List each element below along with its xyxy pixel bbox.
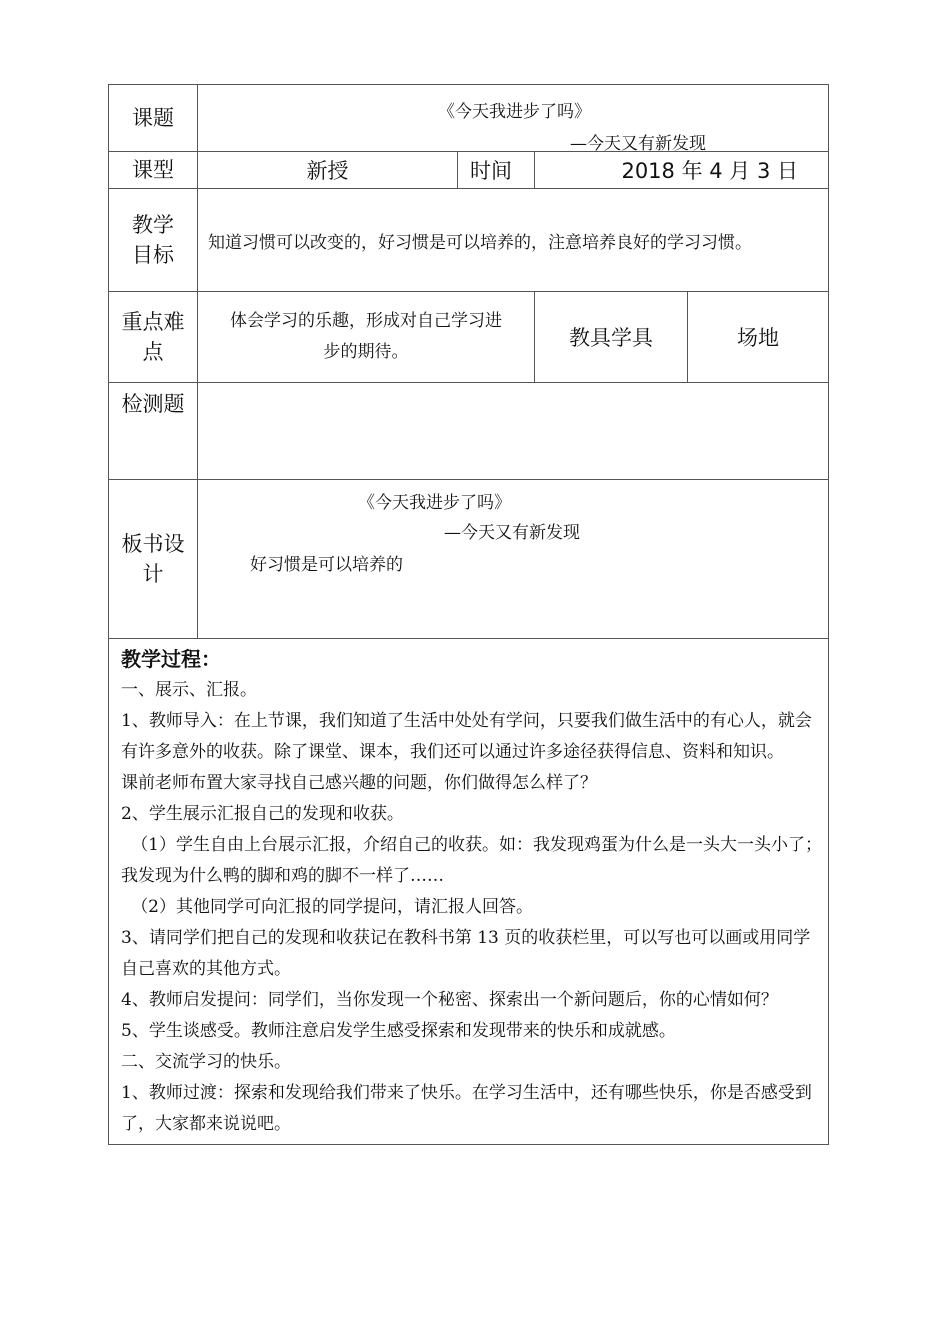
key-points-label-line2: 点 (142, 340, 164, 364)
goal-value: 知道习惯可以改变的，好习惯是可以培养的，注意培养良好的学习习惯。 (198, 189, 829, 292)
process-paragraph: 课前老师布置大家寻找自己感兴趣的问题，你们做得怎么样了？ (121, 773, 597, 793)
goal-label (109, 189, 198, 292)
process-paragraph: 1、教师过渡：探索和发现给我们带来了快乐。在学习生活中，还有哪些快乐，你是否感受到了，大家都来说说吧。 (121, 1083, 812, 1134)
process-paragraph: 2、学生展示汇报自己的发现和收获。 (121, 804, 404, 824)
process-heading: 教学过程： (121, 647, 221, 671)
board-label-line1: 板书设 (121, 532, 185, 556)
topic-label: 课题 (109, 85, 198, 152)
test-row (109, 383, 829, 480)
board-line-1: 《今天我进步了吗》 (358, 493, 511, 513)
time-value: 2018 年 4 月 3 日 (535, 152, 829, 189)
test-value (198, 383, 829, 480)
lesson-plan-table (108, 84, 829, 1145)
process-paragraph: 一、展示、汇报。 (121, 680, 257, 700)
venue-label: 场地 (688, 292, 829, 383)
key-points-value (198, 292, 535, 383)
process-paragraph: 4、教师启发提问：同学们，当你发现一个秘密、探索出一个新问题后，你的心情如何？ (121, 990, 778, 1010)
key-points-label-line1: 重点难 (121, 310, 185, 334)
key-points-value-line1: 体会学习的乐趣，形成对自己学习进 (230, 311, 502, 331)
process-paragraph: 二、交流学习的快乐。 (121, 1052, 291, 1072)
topic-row (109, 85, 829, 152)
key-points-row (109, 292, 829, 383)
board-label (109, 480, 198, 639)
type-row (109, 152, 829, 189)
topic-title: 《今天我进步了吗》 (438, 102, 591, 122)
process-paragraph: （1）学生自由上台展示汇报，介绍自己的收获。如：我发现鸡蛋为什么是一头大一头小了；我发现为什么鸭的脚和鸡的脚不一样了…… (121, 835, 823, 886)
topic-cell (198, 85, 829, 152)
type-value: 新授 (198, 152, 458, 189)
process-row (109, 639, 829, 1145)
time-label: 时间 (458, 152, 535, 189)
lesson-plan-sheet (108, 84, 828, 1145)
teaching-process (109, 639, 829, 1145)
goal-label-line1: 教学 (132, 213, 174, 237)
goal-label-line2: 目标 (132, 243, 174, 267)
key-points-label (109, 292, 198, 383)
board-line-3: 好习惯是可以培养的 (250, 555, 403, 575)
process-paragraph: （2）其他同学可向汇报的同学提问，请汇报人回答。 (131, 897, 534, 917)
key-points-value-line2: 步的期待。 (323, 342, 409, 362)
process-paragraph: 5、学生谈感受。教师注意启发学生感受探索和发现带来的快乐和成就感。 (121, 1021, 676, 1041)
board-row (109, 480, 829, 639)
board-design (198, 480, 829, 639)
board-label-line2: 计 (142, 562, 164, 586)
tools-label: 教具学具 (535, 292, 688, 383)
process-paragraph: 1、教师导入：在上节课，我们知道了生活中处处有学问，只要我们做生活中的有心人，就会有许多意外的收获。除了课堂、课本，我们还可以通过许多途径获得信息、资料和知识。 (121, 711, 812, 762)
process-paragraph: 3、请同学们把自己的发现和收获记在教科书第 13 页的收获栏里，可以写也可以画或用同学自己喜欢的其他方式。 (121, 928, 811, 979)
type-label: 课型 (109, 152, 198, 189)
board-line-2: —今天又有新发现 (444, 523, 580, 543)
goal-row (109, 189, 829, 292)
test-label: 检测题 (109, 383, 198, 480)
topic-subtitle: —今天又有新发现 (570, 134, 706, 154)
